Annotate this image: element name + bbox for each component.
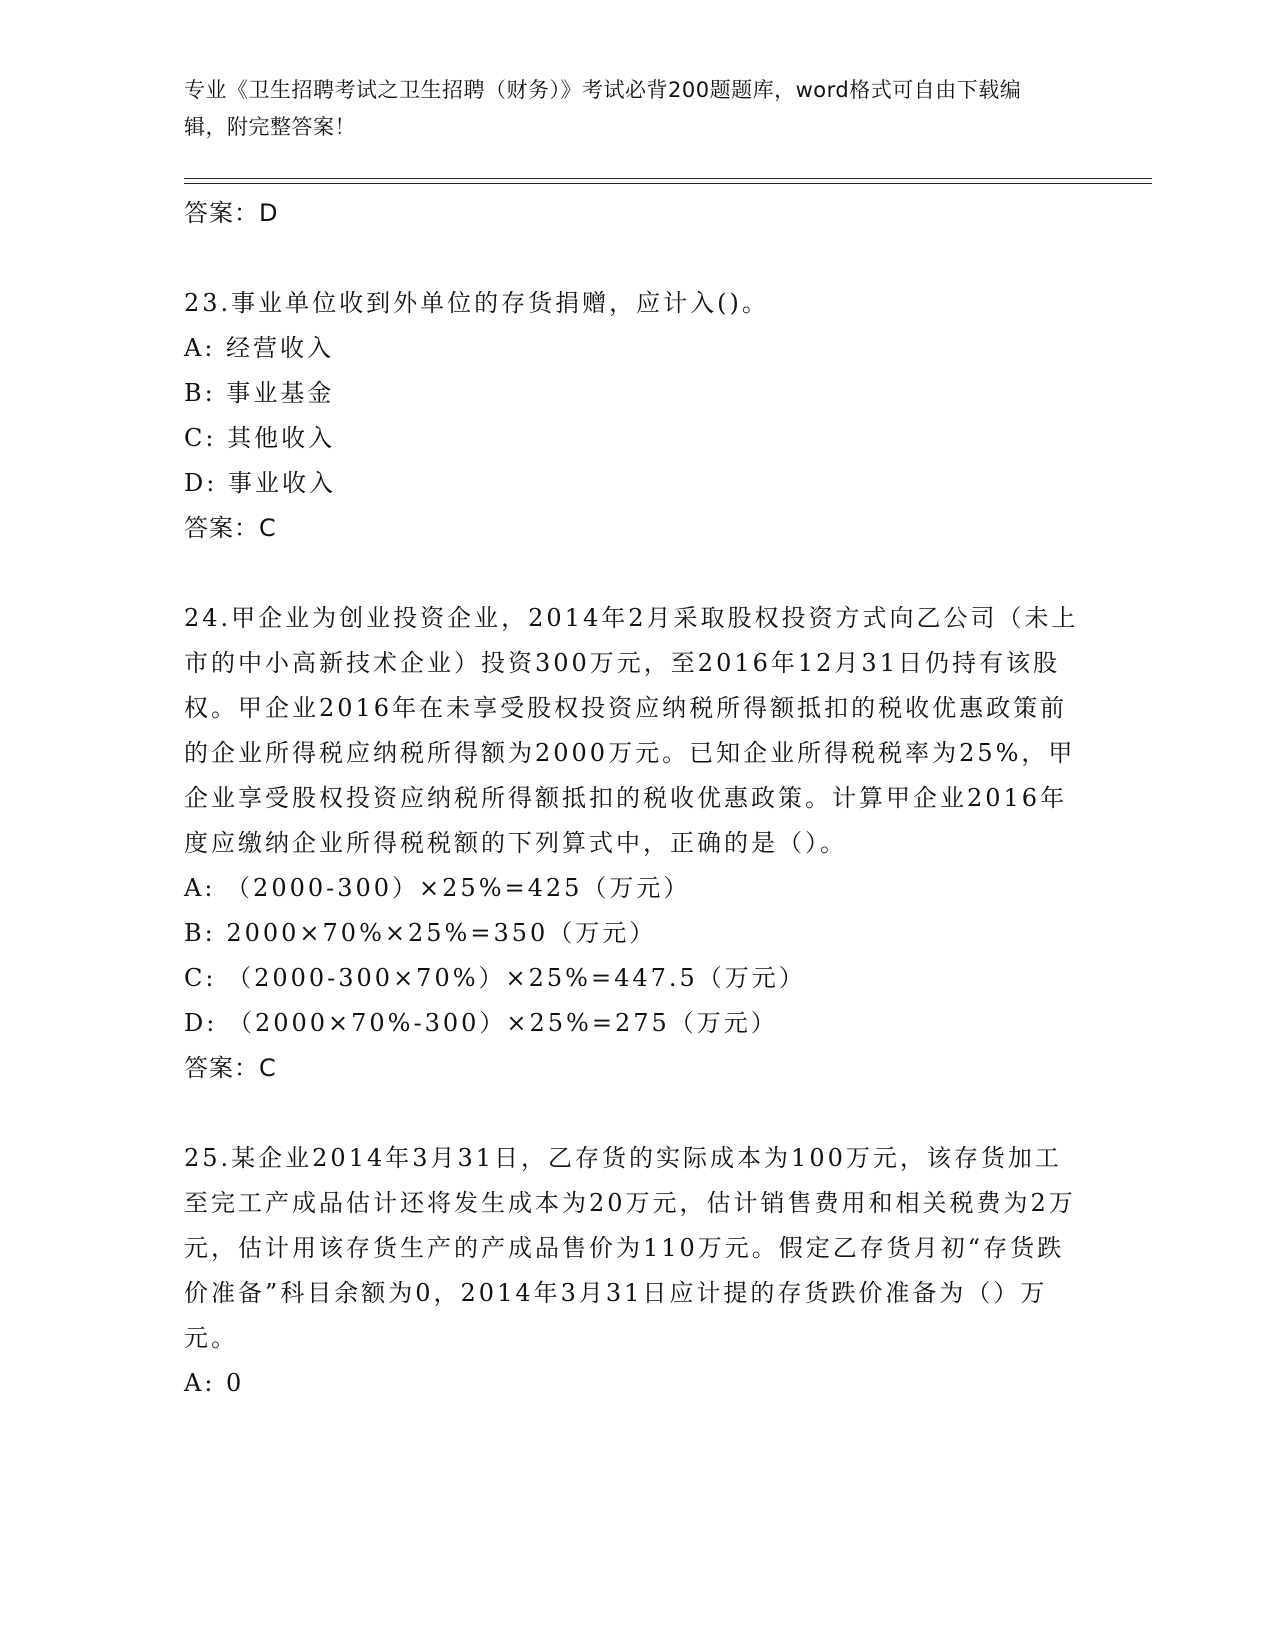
option-d: D: （2000×70%-300）×25%=275（万元） bbox=[184, 1009, 778, 1037]
option-c: C: 其他收入 bbox=[184, 424, 336, 452]
header-divider-top bbox=[184, 178, 1152, 179]
option-a: A: 0 bbox=[184, 1369, 245, 1397]
question-23 bbox=[184, 281, 1084, 550]
option-a: A: （2000-300）×25%=425（万元） bbox=[184, 874, 691, 902]
header-divider-bottom bbox=[184, 183, 1152, 184]
answer-q23: 答案：C bbox=[184, 514, 277, 542]
question-stem: 24.甲企业为创业投资企业，2014年2月采取股权投资方式向乙公司（未上市的中小高新技术企业）投资300万元，至2016年12月31日仍持有该股权。甲企业2016年在未享受股权投资应纳税所得额抵扣的税收优惠政策前的企业所得税应纳税所得额为2000万元。已知企业所得税税率为25%，甲企业享受股权投资应纳税所得额抵扣的税收优惠政策。计算甲企业2016年度应缴纳企业所得税税额的下列算式中，正确的是（）。 bbox=[184, 604, 1079, 857]
option-c: C: （2000-300×70%）×25%=447.5（万元） bbox=[184, 964, 806, 992]
answer-q24: 答案：C bbox=[184, 1054, 277, 1082]
question-stem: 25.某企业2014年3月31日，乙存货的实际成本为100万元，该存货加工至完工产成品估计还将发生成本为20万元，估计销售费用和相关税费为2万元，估计用该存货生产的产成品售价为110万元。假定乙存货月初“存货跌价准备”科目余额为0，2014年3月31日应计提的存货跌价准备为（）万元。 bbox=[184, 1144, 1076, 1352]
option-b: B: 2000×70%×25%=350（万元） bbox=[184, 919, 657, 947]
option-a: A: 经营收入 bbox=[184, 334, 335, 362]
answer-q22: 答案：D bbox=[184, 199, 279, 227]
question-25 bbox=[184, 1136, 1084, 1406]
question-stem: 23.事业单位收到外单位的存货捐赠，应计入()。 bbox=[184, 289, 769, 317]
document-header: 专业《卫生招聘考试之卫生招聘（财务）》考试必背200题题库，word格式可自由下载编辑，附完整答案！ bbox=[184, 78, 1022, 139]
question-24 bbox=[184, 596, 1084, 1090]
option-d: D: 事业收入 bbox=[184, 469, 336, 497]
document-body bbox=[184, 191, 1084, 1406]
option-b: B: 事业基金 bbox=[184, 379, 335, 407]
